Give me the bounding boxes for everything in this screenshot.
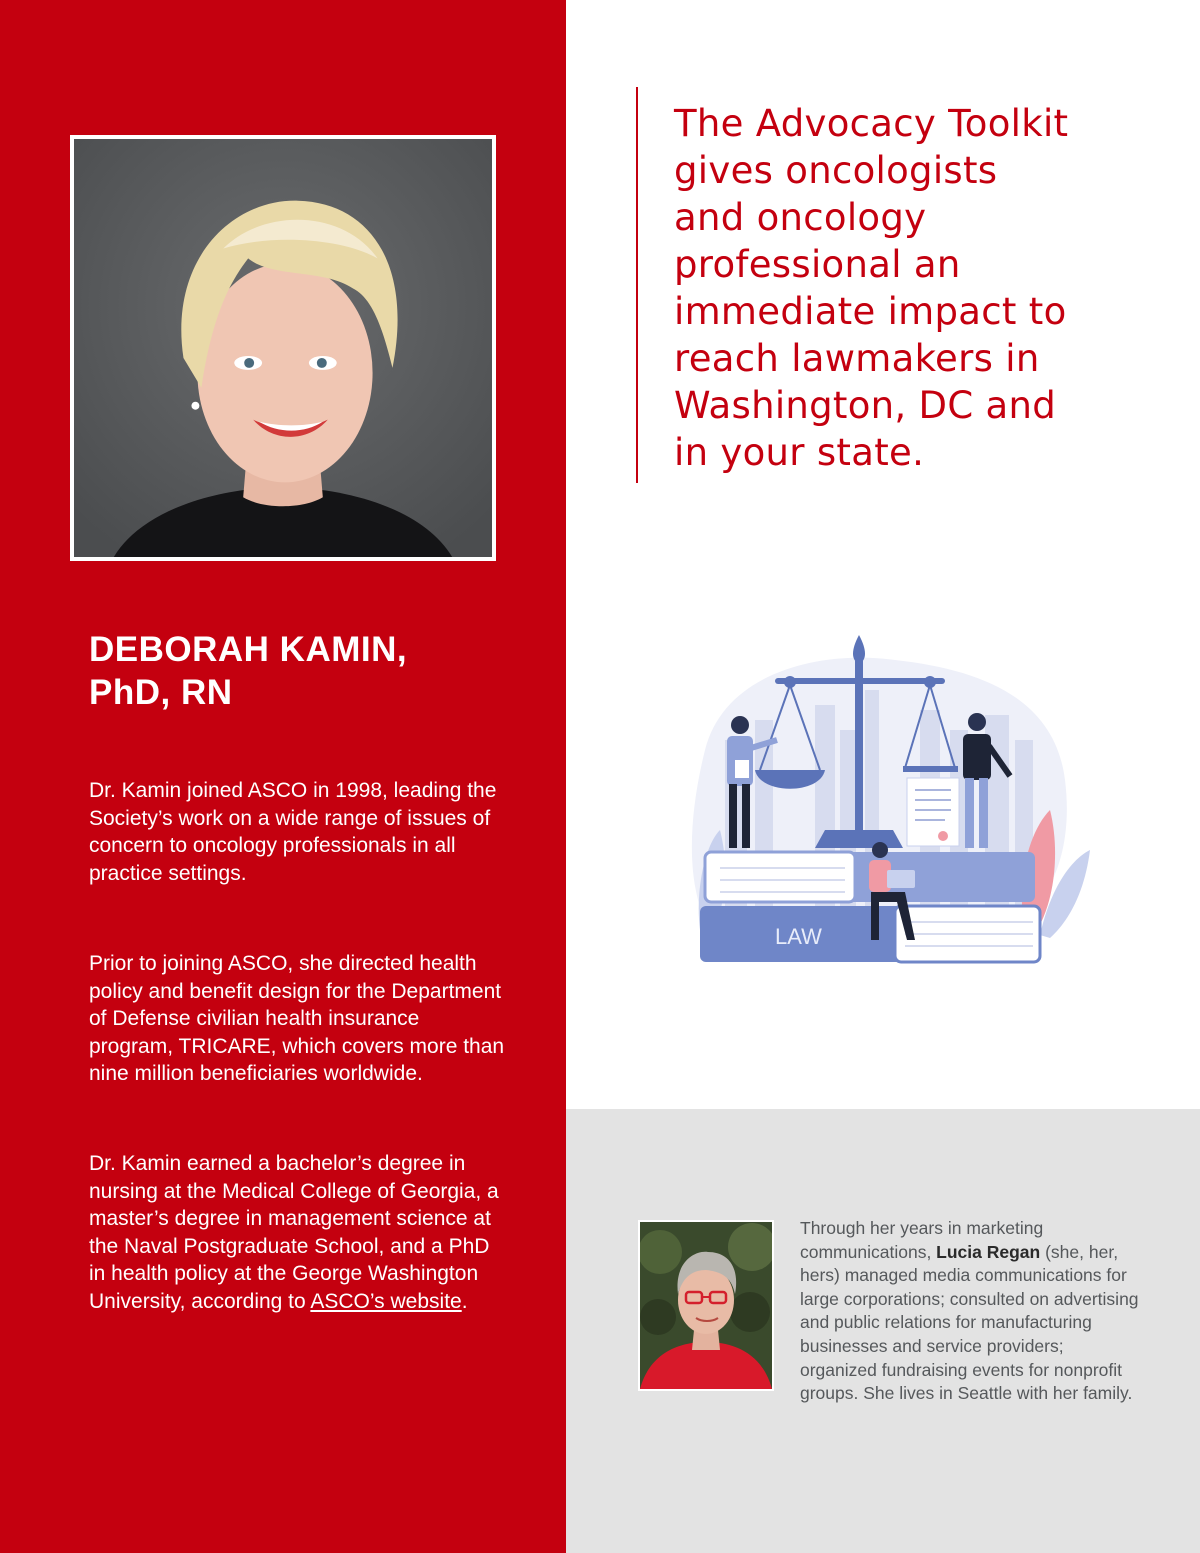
law-scales-illustration (665, 630, 1105, 970)
author-photo (638, 1220, 774, 1391)
pullquote-line: immediate impact to (674, 290, 1067, 333)
author-bio-intro: Through her years in marketing communications, (800, 1218, 1044, 1262)
pullquote-line: Washington, DC and (674, 384, 1057, 427)
bio-paragraph-3-end: . (461, 1289, 468, 1313)
profile-name (89, 628, 529, 714)
profile-photo (70, 135, 496, 561)
pullquote-line: reach lawmakers in (674, 337, 1040, 380)
author-name: Lucia Regan (936, 1241, 1041, 1262)
bio-paragraph-2: Prior to joining ASCO, she directed health policy and benefit design for the Department of Defense civilian health insurance program, TRICARE, which covers more than nine million beneficiaries worldwide. (89, 952, 505, 1085)
author-bio (800, 1217, 1140, 1406)
pullquote-line: professional an (674, 243, 961, 286)
pullquote-line: The Advocacy Toolkit (674, 102, 1069, 145)
pullquote (674, 100, 1144, 476)
bio-paragraph-3-text: Dr. Kamin earned a bachelor’s degree in nursing at the Medical College of Georgia, a master’s degree in management science at the Naval Postgraduate School, and a PhD in health policy at the George Washington University, according to (89, 1152, 499, 1313)
author-bio-rest: (she, her, hers) managed media communications for large corporations; consulted on advertising and public relations for manufacturing businesses and service providers; organized fundraising events for nonprofit groups. She lives in Seattle with her family. (800, 1241, 1139, 1404)
pullquote-line: and oncology (674, 196, 927, 239)
book-label: LAW (775, 924, 822, 949)
pullquote-line: gives oncologists (674, 149, 998, 192)
pullquote-line: in your state. (674, 431, 925, 474)
bio-paragraph-1: Dr. Kamin joined ASCO in 1998, leading the Society’s work on a wide range of issues of concern to oncology professionals in all practice settings. (89, 779, 497, 885)
asco-website-link[interactable]: ASCO’s website (310, 1289, 462, 1313)
profile-name-line1: DEBORAH KAMIN, (89, 630, 408, 669)
profile-name-line2: PhD, RN (89, 673, 233, 712)
pullquote-rule (636, 87, 638, 483)
bio-paragraph-3 (89, 1150, 509, 1315)
